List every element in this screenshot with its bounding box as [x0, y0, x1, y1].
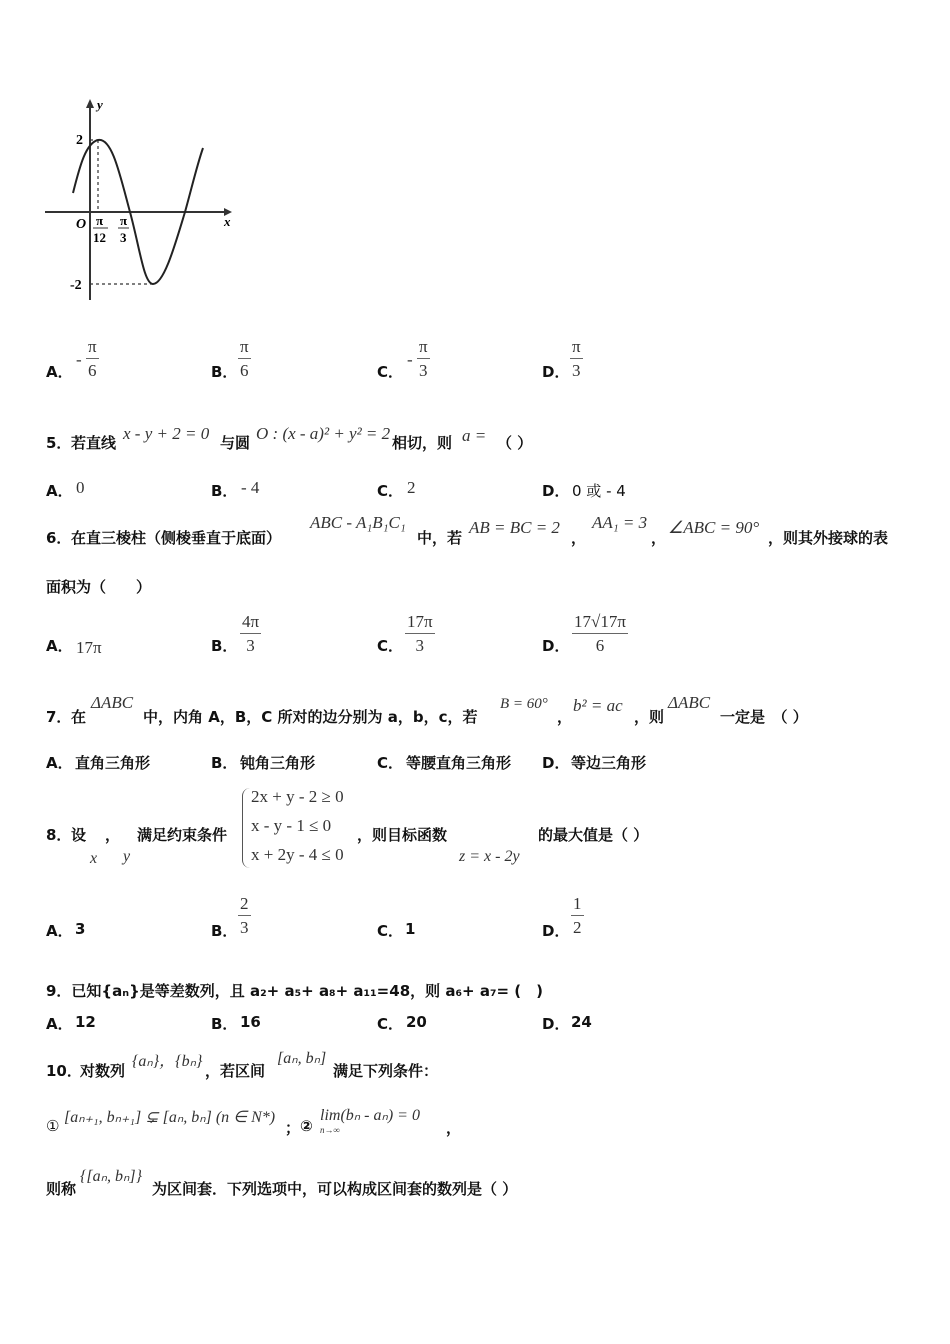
- q7-option-b-letter[interactable]: B．: [211, 754, 238, 772]
- q10-interval: [aₙ, bₙ]: [277, 1050, 327, 1067]
- q8-number: 8．: [46, 826, 72, 844]
- q7-triangle-2: ΔABC: [668, 693, 711, 712]
- q6-option-d-fraction: $\frac{17√17\pi}{6}$: [574, 612, 626, 655]
- q4-option-c-sign: -: [407, 350, 413, 369]
- q4-option-c-fraction: $\frac{\pi}{3}$: [419, 337, 428, 380]
- q4-option-a-fraction: $\frac{\pi}{6}$: [88, 337, 97, 380]
- q7-text-2: 中，内角 A，B，C 所对的边分别为 a，b，c，若: [143, 708, 478, 726]
- y-min-label: -2: [70, 278, 82, 293]
- q8-objective: z = x - 2y: [459, 848, 520, 865]
- q10-condition-2-end: ，: [446, 1119, 462, 1137]
- q9-option-d-letter[interactable]: D．: [542, 1015, 570, 1033]
- q5-option-b-letter[interactable]: B．: [211, 482, 238, 500]
- q4-option-a-letter[interactable]: A．: [46, 363, 73, 381]
- q6-option-c-letter[interactable]: C．: [377, 637, 404, 655]
- q9-option-c-text: 20: [406, 1013, 427, 1031]
- q8-text-1: 设: [71, 826, 87, 844]
- q6-prism: ABC - A₁B₁C₁: [310, 513, 406, 532]
- q10-condition-1: [aₙ₊₁, bₙ₊₁] ⊊ [aₙ, bₙ] (n ∈ N*): [64, 1109, 276, 1126]
- q5-option-d-text: 0 或 - 4: [572, 482, 626, 500]
- q8-inequality-1: 2x + y - 2 ≥ 0: [251, 787, 344, 806]
- q6-option-b-letter[interactable]: B．: [211, 637, 238, 655]
- q5-circle-equation: O : (x - a)² + y² = 2: [256, 424, 391, 443]
- q10-condition-1-mark: ①: [46, 1117, 60, 1135]
- q5-option-b-text: - 4: [241, 478, 260, 497]
- q7-triangle: ΔABC: [91, 693, 134, 712]
- q5-text-1: 若直线: [71, 434, 117, 452]
- q6-option-d-letter[interactable]: D．: [542, 637, 570, 655]
- q7-option-c-letter[interactable]: C．: [377, 754, 404, 772]
- q6-option-a-letter[interactable]: A．: [46, 637, 73, 655]
- q4-option-d-letter[interactable]: D．: [542, 363, 570, 381]
- q10-sequences: {aₙ}，{bₙ}: [132, 1053, 203, 1070]
- q6-number: 6．: [46, 529, 72, 547]
- q8-text-4: 的最大值是（ ）: [538, 826, 649, 844]
- q10-text-1: 对数列: [80, 1062, 126, 1080]
- q8-var-y: y: [123, 848, 131, 865]
- q6-text-1: 在直三棱柱（侧棱垂直于底面）: [71, 529, 282, 547]
- q8-option-a-text: 3: [75, 920, 86, 938]
- q5-number: 5．: [46, 434, 72, 452]
- q7-number: 7．: [46, 708, 72, 726]
- y-axis-arrow: [86, 99, 94, 108]
- q10-condition-1-sep: ；: [285, 1119, 301, 1137]
- q9-option-c-letter[interactable]: C．: [377, 1015, 404, 1033]
- q8-option-c-text: 1: [405, 920, 416, 938]
- q5-option-c-text: 2: [407, 478, 416, 497]
- q8-option-c-letter[interactable]: C．: [377, 922, 404, 940]
- q7-option-d-text: 等边三角形: [571, 754, 647, 772]
- q5-option-a-text: 0: [76, 478, 85, 497]
- q7-text-4: 一定是 （ ）: [720, 708, 808, 726]
- q7-option-a-text: 直角三角形: [75, 754, 151, 772]
- q7-option-d-letter[interactable]: D．: [542, 754, 570, 772]
- q9-option-d-text: 24: [571, 1013, 592, 1031]
- q5-text-2: 与圆: [220, 434, 251, 452]
- q6-text-3: ，则其外接球的表: [768, 529, 889, 547]
- x-axis-label: x: [224, 214, 231, 229]
- q6-condition-3: ∠ABC = 90°: [668, 518, 760, 537]
- q9-option-b-letter[interactable]: B．: [211, 1015, 238, 1033]
- q7-option-c-text: 等腰直角三角形: [406, 754, 512, 772]
- q8-option-d-letter[interactable]: D．: [542, 922, 570, 940]
- q6-sep-2: ，: [651, 529, 667, 547]
- q6-option-b-fraction: $\frac{4\pi}{3}$: [242, 612, 260, 655]
- q8-option-b-letter[interactable]: B．: [211, 922, 238, 940]
- q8-text-2: 满足约束条件: [137, 826, 228, 844]
- sine-graph-figure: [40, 95, 240, 305]
- q6-option-c-fraction: $\frac{17\pi}{3}$: [407, 612, 433, 655]
- q8-inequality-3: x + 2y - 4 ≤ 0: [251, 845, 344, 864]
- q10-text-5: 为区间套．下列选项中，可以构成区间套的数列是（ ）: [152, 1180, 518, 1198]
- q8-comma: ，: [105, 826, 121, 844]
- x-tick-pi12-den: 12: [93, 230, 106, 245]
- q8-option-d-fraction: $\frac{1}{2}$: [573, 894, 582, 937]
- q5-variable: a =: [462, 426, 487, 445]
- q10-condition-2-limit-sub: n→∞: [320, 1125, 340, 1135]
- q6-text-4: 面积为（ ）: [46, 578, 152, 596]
- q6-text-2: 中，若: [417, 529, 463, 547]
- q7-option-a-letter[interactable]: A．: [46, 754, 73, 772]
- y-axis-label: y: [97, 97, 103, 112]
- q4-option-b-letter[interactable]: B．: [211, 363, 238, 381]
- q7-option-b-text: 钝角三角形: [240, 754, 316, 772]
- q8-option-b-fraction: $\frac{2}{3}$: [240, 894, 249, 937]
- q8-text-3: ，则目标函数: [357, 826, 448, 844]
- q6-sep-1: ，: [571, 529, 587, 547]
- q8-inequality-2: x - y - 1 ≤ 0: [251, 816, 332, 835]
- q8-constraint-brace: [242, 788, 251, 868]
- q9-text: 9．已知{aₙ}是等差数列，且 a₂+ a₅+ a₈+ a₁₁=48，则 a₆+ a₇= ( ): [46, 982, 544, 1000]
- y-max-label: 2: [76, 133, 83, 148]
- x-tick-pi12-num: π: [96, 213, 104, 228]
- q7-text-1: 在: [71, 708, 87, 726]
- q10-text-2: ，若区间: [205, 1062, 266, 1080]
- origin-label: O: [76, 217, 87, 232]
- q7-sep: ，: [557, 708, 573, 726]
- q5-option-a-letter[interactable]: A．: [46, 482, 73, 500]
- q4-option-b-fraction: $\frac{\pi}{6}$: [240, 337, 249, 380]
- q10-interval-set: {[aₙ, bₙ]}: [80, 1168, 142, 1185]
- q9-option-a-text: 12: [75, 1013, 96, 1031]
- q7-condition-1: B = 60°: [500, 696, 548, 712]
- q9-option-b-text: 16: [240, 1013, 261, 1031]
- q6-condition-2: AA₁ = 3: [592, 513, 648, 532]
- q5-line-equation: x - y + 2 = 0: [123, 424, 210, 443]
- q4-option-d-fraction: $\frac{\pi}{3}$: [572, 337, 581, 380]
- q5-option-c-letter[interactable]: C．: [377, 482, 404, 500]
- q10-number: 10．: [46, 1062, 82, 1080]
- q4-option-a-sign: -: [76, 350, 82, 369]
- x-tick-pi3-num: π: [120, 213, 128, 228]
- x-tick-pi3-den: 3: [120, 230, 127, 245]
- q8-var-x: x: [90, 850, 98, 867]
- q7-condition-2: b² = ac: [573, 696, 623, 715]
- q6-condition-1: AB = BC = 2: [469, 518, 560, 537]
- q9-option-a-letter[interactable]: A．: [46, 1015, 73, 1033]
- q6-option-a-text: 17π: [76, 638, 102, 657]
- q4-option-c-letter[interactable]: C．: [377, 363, 404, 381]
- q8-option-a-letter[interactable]: A．: [46, 922, 73, 940]
- q7-text-3: ，则: [634, 708, 665, 726]
- q10-condition-2-mark: ②: [300, 1117, 313, 1135]
- q5-text-4: （ ）: [497, 434, 533, 452]
- q10-text-3: 满足下列条件：: [333, 1062, 439, 1080]
- q10-condition-2: lim(bₙ - aₙ) = 0: [320, 1107, 420, 1124]
- q5-text-3: 相切，则: [392, 434, 453, 452]
- q10-text-4: 则称: [46, 1180, 77, 1198]
- q5-option-d-letter[interactable]: D．: [542, 482, 570, 500]
